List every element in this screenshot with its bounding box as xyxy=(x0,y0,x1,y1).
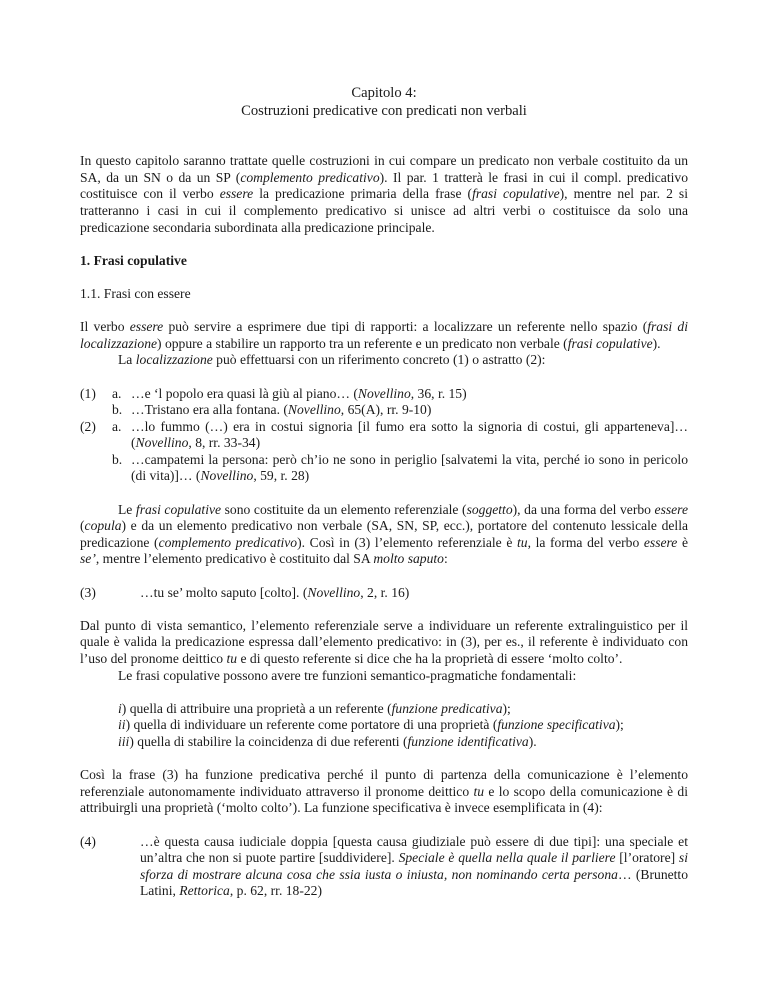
italic-run: copula xyxy=(84,518,122,534)
italic-run: Novellino xyxy=(307,584,361,600)
italic-run: molto saputo xyxy=(373,551,444,567)
italic-run: frasi copulative xyxy=(472,186,560,202)
function-item: i) quella di attribuire una proprietà a un referente (funzione predicativa); xyxy=(118,700,511,716)
paragraph-localizzazione-2: La localizzazione può effettuarsi con un riferimento concreto (1) o astratto (2): xyxy=(118,352,546,368)
italic-run: frasi copulative xyxy=(135,501,222,517)
italic-run: Rettorica xyxy=(179,883,230,899)
section-heading-frasi-copulative: 1. Frasi copulative xyxy=(80,252,187,268)
italic-run: essere xyxy=(643,534,678,550)
function-item: ii) quella di individuare un referente come portatore di una proprietà (funzione specificativa); xyxy=(118,717,624,733)
italic-run: essere xyxy=(219,186,254,202)
example-item: (1) a. …e ‘l popolo era quasi là giù al piano… (Novellino, 36, r. 15) xyxy=(80,385,467,401)
italic-run: soggetto xyxy=(466,501,513,517)
italic-run: complemento predicativo xyxy=(158,534,298,550)
italic-run: frasi copulative xyxy=(567,335,653,351)
example-item: (2) a. …lo fummo (…) era in costui signoria [il fumo era sotto la signoria di costui, gli apparteneva]… (Novellino, 8, rr. 33-34) xyxy=(80,418,688,451)
paragraph-semantico: Dal punto di vista semantico, l’elemento referenziale serve a individuare un referente extralinguistico per il quale è valida la predicazione espressa dall’elemento predicativo: in (3), per es., il referente è individuato con l’uso del pronome deittico tu e di questo referente si dice che ha la proprietà di essere ‘molto colto’. xyxy=(80,617,688,666)
italic-run: Novellino xyxy=(135,435,189,451)
italic-run: Novellino xyxy=(287,402,341,418)
subsection-heading-frasi-con-essere: 1.1. Frasi con essere xyxy=(80,285,191,301)
italic-run: si sforza di mostrare alcuna cosa che ssia iusta o iniusta, non nominando certa persona xyxy=(140,850,688,882)
italic-run: localizzazione xyxy=(135,352,213,368)
chapter-title: Costruzioni predicative con predicati non verbali xyxy=(241,103,527,119)
paragraph-funzione-predicativa: Così la frase (3) ha funzione predicativa perché il punto di partenza della comunicazione è l’elemento referenziale autonomamente individuato attraverso il pronome deittico tu e lo scopo della comunicazione è di attribuirgli una proprietà (‘molto colto’). La funzione specificativa è invece esemplificata in (4): xyxy=(80,767,688,816)
intro-paragraph: In questo capitolo saranno trattate quelle costruzioni in cui compare un predicato non verbale costituito da un SA, da un SN o da un SP (complemento predicativo). Il par. 1 tratterà le frasi in cui il compl. predicativo costituisce con il verbo essere la predicazione primaria della frase (frasi copulative), mentre nel par. 2 si tratteranno i casi in cui il complemento predicativo si unisce ad altri verbi o costituisce da solo una predicazione secondaria subordinata alla predicazione principale. xyxy=(80,153,689,235)
italic-run: Novellino xyxy=(357,385,411,401)
italic-run: Speciale è quella nella quale il parliere xyxy=(398,850,616,866)
italic-run: tu xyxy=(516,534,528,550)
chapter-number: Capitolo 4: xyxy=(351,85,417,101)
italic-run: complemento predicativo xyxy=(240,169,380,185)
example-item: b. …Tristano era alla fontana. (Novellino, 65(A), rr. 9-10) xyxy=(112,402,432,418)
functions-list xyxy=(80,701,688,751)
italic-run: Novellino xyxy=(200,468,254,484)
document-page xyxy=(80,84,688,900)
example-item: b. …campatemi la persona: però ch’io ne sono in periglio [salvatemi la vita, perché io sono in pericolo (di vita)]… (Novellino, 59, r. 28) xyxy=(112,451,688,484)
paragraph-funzioni: Le frasi copulative possono avere tre funzioni semantico-pragmatiche fondamentali: xyxy=(118,667,577,683)
paragraph-localizzazione: Il verbo essere può servire a esprimere due tipi di rapporti: a localizzare un referente nello spazio (frasi di localizzazione) oppure a stabilire un rapporto tra un referente e un predicato non verbale (frasi copulative). xyxy=(80,319,688,351)
italic-run: tu xyxy=(473,783,485,799)
example-4: (4) …è questa causa iudiciale doppia [questa causa giudiziale può essere di due tipi]: una speciale et un’altra che non si puote partire [suddividere]. Speciale è quella nella quale il parliere [l’oratore] si sforza di mostrare alcuna cosa che ssia iusta o iniusta, non nominando certa persona… (Brunetto Latini, Rettorica, p. 62, rr. 18-22) xyxy=(80,833,689,899)
italic-run: essere xyxy=(654,501,688,517)
italic-run: se’ xyxy=(80,551,96,567)
italic-run: frasi di localizzazione xyxy=(80,319,688,351)
paragraph-copulative: Le frasi copulative sono costituite da un elemento referenziale (soggetto), da una forma del verbo essere (copula) e da un elemento predicativo non verbale (SA, SN, SP, ecc.), portatore del contenuto lessicale della predicazione (complemento predicativo). Così in (3) l’elemento referenziale è tu, la forma del verbo essere è se’, mentre l’elemento predicativo è costituito dal SA molto saputo: xyxy=(80,501,688,567)
example-3: (3) …tu se’ molto saputo [colto]. (Novellino, 2, r. 16) xyxy=(80,584,410,600)
function-item: iii) quella di stabilire la coincidenza di due referenti (funzione identificativa). xyxy=(118,733,537,749)
examples-1-2 xyxy=(80,386,688,486)
italic-run: essere xyxy=(129,319,164,335)
